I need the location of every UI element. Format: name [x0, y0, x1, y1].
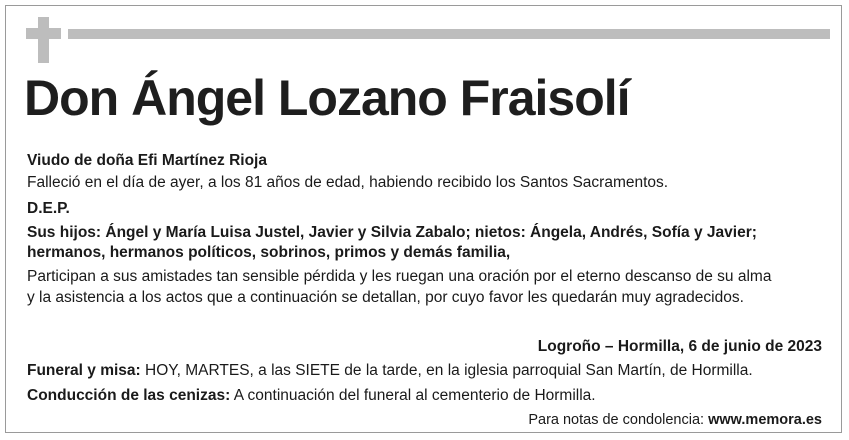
place-date: Logroño – Hormilla, 6 de junio de 2023 [537, 338, 822, 355]
family-line-1: Sus hijos: Ángel y María Luisa Justel, Javier y Silvia Zabalo; nietos: Ángela, Andrés, Sofía y Javier; [27, 224, 757, 241]
condolence-text: Para notas de condolencia: [528, 412, 709, 428]
condolence-line [528, 409, 822, 431]
request-line-2: y la asistencia a los actos que a continuación se detallan, por cuyo favor les quedarán muy agradecidos. [27, 289, 744, 306]
deceased-name: Don Ángel Lozano Fraisolí [24, 70, 630, 126]
funeral-label: Funeral y misa: [27, 362, 141, 379]
widower-line: Viudo de doña Efi Martínez Rioja [27, 152, 267, 169]
header-rule [68, 29, 830, 39]
request-line-1: Participan a sus amistades tan sensible pérdida y les ruegan una oración por el eterno descanso de su alma [27, 268, 772, 285]
ashes-line [27, 385, 596, 407]
ashes-label: Conducción de las cenizas: [27, 387, 231, 404]
condolence-link[interactable]: www.memora.es [708, 412, 822, 428]
family-line-2: hermanos, hermanos políticos, sobrinos, primos y demás familia, [27, 244, 511, 261]
death-notice: Falleció en el día de ayer, a los 81 años de edad, habiendo recibido los Santos Sacramentos. [27, 174, 669, 191]
dep-line: D.E.P. [27, 200, 70, 217]
funeral-line [27, 360, 753, 382]
funeral-text: HOY, MARTES, a las SIETE de la tarde, en la iglesia parroquial San Martín, de Hormilla. [140, 362, 753, 379]
cross-icon-bar [26, 28, 61, 39]
ashes-text: A continuación del funeral al cementerio de Hormilla. [230, 387, 596, 404]
cross-icon [38, 17, 49, 63]
